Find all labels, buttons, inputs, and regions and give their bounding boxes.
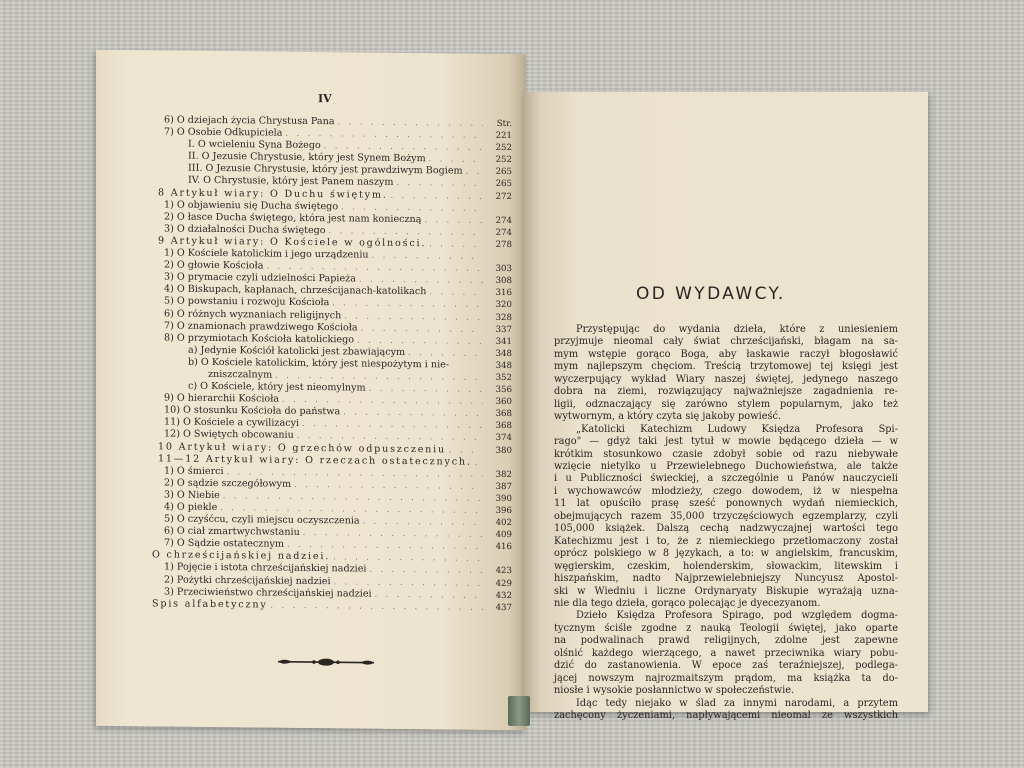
open-book bbox=[96, 52, 928, 728]
toc-entry-title: 10) O stosunku Kościoła do państwa bbox=[164, 404, 341, 418]
toc-leader-dots bbox=[466, 166, 483, 178]
toc-entry-title: 4) O piekle bbox=[164, 501, 218, 514]
book-spine bbox=[508, 696, 530, 726]
toc-leader-dots bbox=[391, 189, 483, 202]
toc-page-number: 221 bbox=[495, 131, 512, 142]
text-line: oprócz polskiego w 8 językach, a to: w angielskim, francuskim, bbox=[554, 548, 898, 560]
text-line: obejmujących razem 35,000 trzyczęściowych egzemplarzy, czyli bbox=[554, 510, 898, 522]
toc-entry-title: 11) O Kościele a cywilizacyi bbox=[164, 416, 300, 430]
toc-page-number: 341 bbox=[495, 336, 512, 347]
text-line: wyczerpujący wykład Wiary naszej świętej, jedynego naszego bbox=[554, 373, 898, 385]
toc-page-number: 368 bbox=[495, 421, 512, 432]
left-page bbox=[96, 50, 526, 731]
toc-entry-title: 5) O czyśćcu, czyli miejscu oczyszczenia bbox=[164, 513, 360, 527]
toc-leader-dots bbox=[372, 250, 483, 263]
text-line: 105,000 książek. Dalszą cechą nadzwyczajnej wartości tego bbox=[554, 523, 898, 535]
text-line: rago" — gdyż taki jest tytuł w mowie będącego dzieła — w bbox=[554, 436, 898, 448]
text-line: i wychowawców młodzieży, czego dowodem, iż w niespełna bbox=[554, 485, 898, 497]
toc-page-number: 429 bbox=[495, 578, 512, 589]
toc-entry-title: 6) O ciał zmartwychwstaniu bbox=[164, 525, 300, 539]
toc-leader-dots bbox=[396, 177, 483, 190]
toc-page-number: 409 bbox=[495, 530, 512, 541]
page-title: OD WYDAWCY. bbox=[636, 284, 786, 304]
toc-leader-dots bbox=[375, 588, 483, 601]
toc-entry-title: 12) O Świętych obcowaniu bbox=[164, 428, 294, 442]
toc-page-number: 437 bbox=[495, 602, 512, 613]
toc-page-number: 278 bbox=[495, 239, 512, 251]
toc-entry-title: 9) O hierarchii Kościoła bbox=[164, 392, 280, 405]
page-number: IV bbox=[318, 92, 332, 106]
paragraph bbox=[554, 424, 898, 611]
text-line: niosłe i wysokie posłannictwo w społeczeństwie. bbox=[554, 685, 795, 697]
text-line: nie dla tego dzieła, gorąco polecając je dyecezyanom. bbox=[554, 597, 821, 609]
toc-page-number: Str. bbox=[496, 118, 512, 130]
toc-page-number: 402 bbox=[495, 518, 512, 529]
toc-entry-title: 5) O powstaniu i rozwoju Kościoła bbox=[164, 295, 330, 309]
toc-leader-dots bbox=[408, 347, 483, 360]
toc-entry-title: II. O Jezusie Chrystusie, który jest Synem Bożym bbox=[188, 150, 426, 165]
toc-page-number: 390 bbox=[495, 493, 512, 505]
text-line: tycznym ściśle zgodne z nauką Teologii świętej, jako oparte bbox=[554, 622, 898, 634]
text-line: krótkim stosunkowo czasie zdobył sobie od razu niebywałe bbox=[554, 448, 898, 460]
toc-entry-title: 7) O Osobie Odkupiciela bbox=[164, 126, 283, 139]
text-line: jącej nowszym najrozmaitszym prądom, ma książka ta do- bbox=[554, 672, 898, 684]
text-line: mym wstępie gorąco Boga, aby łaskawie raczył błogosławić bbox=[554, 348, 898, 360]
text-line: Katechizmu jest i to, że z niemieckiego przetłomaczony został bbox=[554, 535, 898, 547]
text-line: dobra na ziemi, rozwiązujący najważniejsze zagadnienia re- bbox=[554, 386, 898, 398]
toc-entry-title: 3) Przeciwieństwo chrześcijańskiej nadziei bbox=[164, 586, 372, 600]
toc-leader-dots bbox=[429, 154, 483, 167]
toc-entry-title: 3) O prymacie czyli udzielności Papieża bbox=[164, 271, 356, 285]
toc-page-number: 416 bbox=[495, 542, 512, 553]
toc-entry bbox=[152, 598, 512, 614]
text-line: ski w Wiedniu i liczne Ordynaryaty Biskupie wyrażają uzna- bbox=[554, 585, 898, 597]
toc-entry-title: 6) O dziejach życia Chrystusa Pana bbox=[164, 114, 335, 128]
toc-page-number: 274 bbox=[495, 227, 512, 238]
text-line: wytwornym, a który czyta się jakoby powieść. bbox=[554, 411, 782, 423]
text-line: dzić do zastanowienia. W epoce zaś teraźniejszej, podlega- bbox=[554, 660, 898, 672]
text-line: przyjmuje nieomal cały świat chrześcijański, błagam na sa- bbox=[554, 336, 898, 348]
toc-entry-title: 1) O objawieniu się Ducha świętego bbox=[164, 199, 339, 212]
toc-page-number: 380 bbox=[495, 445, 512, 456]
toc-page-number: 252 bbox=[495, 143, 512, 154]
paragraph bbox=[554, 610, 898, 697]
toc-entry-title: 2) O sądzie szczegółowym bbox=[164, 477, 292, 490]
toc-page-number: 432 bbox=[495, 590, 512, 601]
toc-entry-title: zniszczalnym bbox=[208, 368, 273, 381]
toc-page-number: 308 bbox=[495, 276, 512, 287]
toc-entry-title: 7) O znamionach prawdziwego Kościoła bbox=[164, 320, 358, 334]
toc-page-number: 348 bbox=[495, 360, 512, 371]
paragraph bbox=[554, 324, 898, 424]
toc-entry-title: 7) O Sądzie ostatecznym bbox=[164, 537, 285, 550]
toc-entry-title: 3) O Niebie bbox=[164, 489, 220, 501]
text-line: Dzieło Księdza Profesora Spirago, pod względem dogma- bbox=[576, 610, 898, 622]
toc-entry-title: 11—12 Artykuł wiary: O rzeczach ostatecznych. bbox=[158, 453, 472, 468]
text-line: ligii, odznaczający się zarówno stylem popularnym, jako też bbox=[554, 398, 898, 410]
toc-page-number: 374 bbox=[495, 433, 512, 444]
toc-entry-title: 2) Pożytki chrześcijańskiej nadziei bbox=[164, 574, 331, 587]
toc-page-number: 356 bbox=[495, 384, 512, 396]
toc-page-number: 303 bbox=[495, 264, 512, 275]
toc-page-number: 265 bbox=[495, 167, 512, 178]
toc-leader-dots bbox=[424, 214, 483, 227]
toc-page-number: 252 bbox=[495, 155, 512, 166]
toc-entry-title: III. O Jezusie Chrystusie, który jest prawdziwym Bogiem bbox=[188, 163, 463, 177]
toc-leader-dots bbox=[271, 599, 483, 613]
toc-entry-title: b) O Kościele katolickim, który jest niespożytym i nie- bbox=[188, 356, 450, 371]
text-line: zachęcony życzeniami, napływającemi nieomal ze wszystkich bbox=[554, 710, 898, 722]
toc-entry-title: O chrześcijańskiej nadziei. bbox=[152, 549, 331, 563]
toc-entry-title: 6) O różnych wyznaniach religijnych bbox=[164, 307, 342, 321]
text-line: wzięcie nietylko u Przewielebnego Duchowieństwa, ale także bbox=[554, 460, 898, 472]
toc-entry-title: 2) O głowie Kościoła bbox=[164, 259, 264, 272]
text-line: Przystępując do wydania dzieła, które z uniesieniem bbox=[576, 324, 898, 335]
toc-page-number: 352 bbox=[495, 372, 512, 384]
toc-page-number: 272 bbox=[495, 191, 512, 202]
toc-page-number: 387 bbox=[495, 481, 512, 492]
toc-page-number: 368 bbox=[495, 409, 512, 420]
toc-page-number: 360 bbox=[495, 397, 512, 408]
preface-text bbox=[554, 324, 898, 723]
toc-leader-dots bbox=[429, 287, 483, 300]
text-line: olśnić każdego wierzącego, a nawet przeciwnika wiary pobu- bbox=[554, 647, 898, 659]
toc-page-number: 423 bbox=[495, 566, 512, 577]
paragraph bbox=[554, 698, 898, 723]
text-line: 11 lat opuściło prasę sześć ponownych wydań niemieckich, bbox=[554, 498, 898, 510]
toc-entry-title: 10 Artykuł wiary: O grzechów odpuszczeniu bbox=[158, 440, 446, 455]
toc-leader-dots bbox=[429, 238, 483, 251]
text-line: węgierskim, czeskim, holenderskim, słowackim, litewskim i bbox=[554, 560, 898, 572]
toc-entry-title: I. O wcieleniu Syna Bożego bbox=[188, 138, 321, 152]
toc-page-number: 320 bbox=[495, 300, 512, 311]
text-line: „Katolicki Katechizm Ludowy Księdza Profesora Spi- bbox=[576, 423, 898, 435]
toc-page-number: 316 bbox=[495, 288, 512, 299]
toc-page-number: 396 bbox=[495, 505, 512, 517]
text-line: Idąc tedy niejako w ślad za innymi narodami, a przytem bbox=[576, 697, 898, 709]
toc-entry-title: a) Jedynie Kościół katolicki jest zbawiającym bbox=[188, 344, 406, 358]
right-page bbox=[524, 92, 928, 722]
toc-page-number: 265 bbox=[495, 179, 512, 190]
toc-page-number: 382 bbox=[495, 469, 512, 480]
toc-page-number: 337 bbox=[495, 324, 512, 335]
toc-entry-title: 9 Artykuł wiary: O Kościele w ogólności. bbox=[158, 235, 427, 250]
toc-entry-title: 8 Artykuł wiary: O Duchu świętym. bbox=[158, 186, 388, 201]
toc-entry-title: 1) Pojęcie i istota chrześcijańskiej nadziei bbox=[164, 561, 367, 576]
toc-entry-title: 1) O śmierci bbox=[164, 465, 224, 477]
toc-leader-dots bbox=[475, 456, 483, 468]
table-of-contents bbox=[152, 114, 512, 614]
toc-entry-title: 3) O działalności Ducha świętego bbox=[164, 223, 326, 236]
ornament-divider-icon bbox=[276, 656, 376, 669]
toc-page-number: 328 bbox=[495, 312, 512, 323]
toc-entry-title: 4) O Biskupach, kapłanach, chrześcijanach-katolikach bbox=[164, 283, 427, 298]
text-line: na podwalinach prawd religijnych, zdolne jest zapewne bbox=[554, 635, 898, 647]
toc-entry-title: 2) O łasce Ducha świętego, która jest nam konieczną bbox=[164, 211, 422, 225]
text-line: i u Publiczności świeckiej, a szczególnie u Panów nauczycieli bbox=[554, 473, 898, 485]
toc-entry-title: 8) O przymiotach Kościoła katolickiego bbox=[164, 332, 354, 346]
toc-page-number: 274 bbox=[495, 215, 512, 226]
toc-leader-dots bbox=[449, 444, 483, 456]
toc-page-number: 348 bbox=[495, 348, 512, 359]
text-line: hiszpańskim, nadto Najprzewielebniejszy Nuncyusz Apostol- bbox=[554, 573, 898, 585]
text-line: mym najlepszym chęciom. Treścią trzytomowej tej księgi jest bbox=[554, 361, 898, 373]
toc-entry-title: Spis alfabetyczny bbox=[152, 598, 268, 611]
toc-entry-title: 1) O Kościele katolickim i jego urządzeniu bbox=[164, 247, 369, 261]
toc-entry-title: IV. O Chrystusie, który jest Panem naszym bbox=[188, 175, 394, 189]
toc-entry-title: c) O Kościele, który jest nieomylnym bbox=[188, 380, 366, 394]
